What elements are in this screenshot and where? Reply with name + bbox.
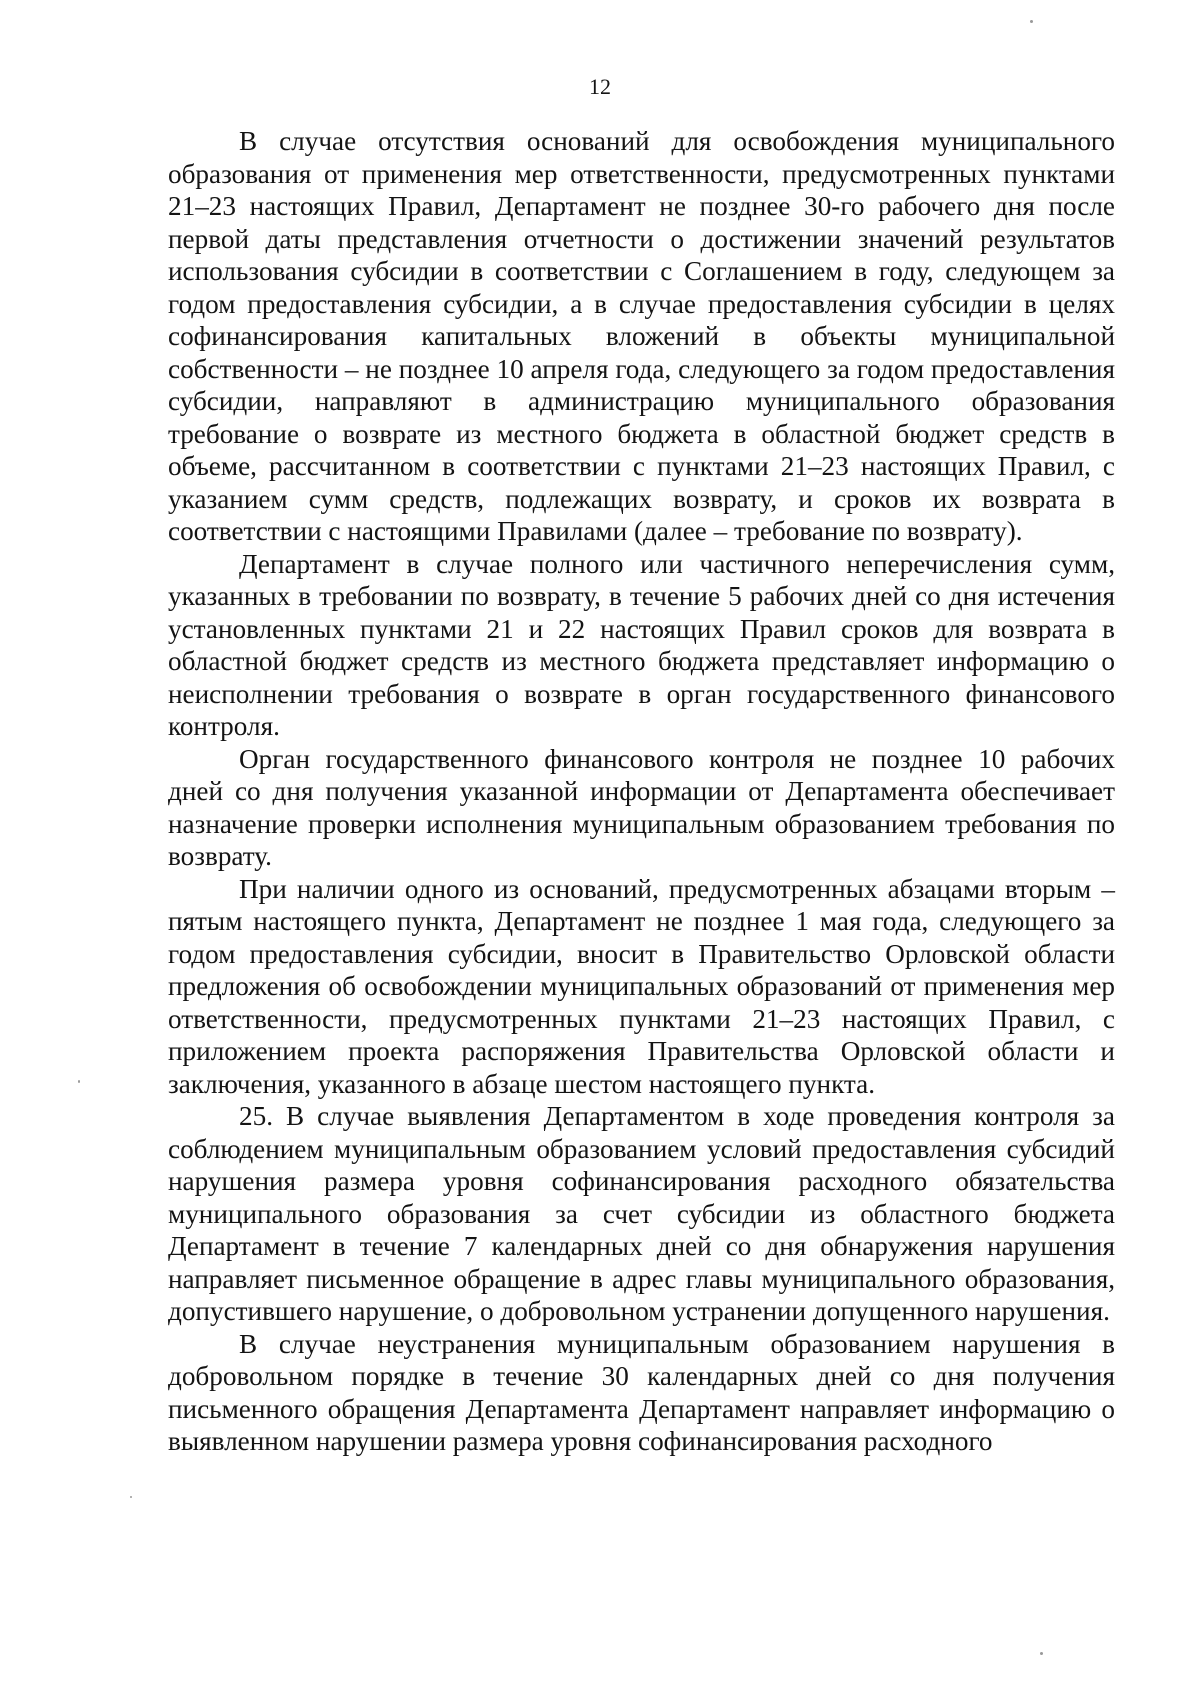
paragraph-exemption-proposal: При наличии одного из оснований, предусмотренных абзацами вторым – пятым настоящего пункта, Департамент не позднее 1 мая года, следующего за годом предоставления субсидии, вносит в Правительство Орловской области предложения об освобождении муниципальных образований от применения мер ответственности, предусмотренных пунктами 21–23 настоящих Правил, с приложением проекта распоряжения Правительства Орловской области и заключения, указанного в абзаце шестом настоящего пункта. bbox=[168, 873, 1115, 1099]
scan-speck bbox=[1030, 20, 1033, 23]
scan-speck bbox=[1040, 1652, 1043, 1655]
paragraph-financial-control-check: Орган государственного финансового контроля не позднее 10 рабочих дней со дня получения указанной информации от Департамента обеспечивает назначение проверки исполнения муниципальным образованием требования по возврату. bbox=[168, 743, 1115, 871]
paragraph-non-transfer-notice: Департамент в случае полного или частичного неперечисления сумм, указанных в требовании по возврату, в течение 5 рабочих дней со дня истечения установленных пунктами 21 и 22 настоящих Правил сроков для возврата в областной бюджет средств из местного бюджета представляет информацию о неисполнении требования о возврате в орган государственного финансового контроля. bbox=[168, 548, 1115, 741]
document-body bbox=[168, 125, 1115, 1458]
scan-speck bbox=[130, 1496, 132, 1498]
paragraph-refund-requirement: В случае отсутствия оснований для освобождения муниципального образования от применения мер ответственности, предусмотренных пунктами 21–23 настоящих Правил, Департамент не позднее 30-го рабочего дня после первой даты представления отчетности о достижении значений результатов использования субсидии в соответствии с Соглашением в году, следующем за годом предоставления субсидии, а в случае предоставления субсидии в целях софинансирования капитальных вложений в объекты муниципальной собственности – не позднее 10 апреля года, следующего за годом предоставления субсидии, направляют в администрацию муниципального образования требование о возврате из местного бюджета в областной бюджет средств в объеме, рассчитанном в соответствии с пунктами 21–23 настоящих Правил, с указанием сумм средств, подлежащих возврату, и сроков их возврата в соответствии с настоящими Правилами (далее – требование по возврату). bbox=[168, 126, 1115, 546]
page-number: 12 bbox=[589, 74, 611, 99]
scan-speck bbox=[78, 1080, 80, 1083]
paragraph-item-25: 25. В случае выявления Департаментом в ходе проведения контроля за соблюдением муниципальным образованием условий предоставления субсидий нарушения размера уровня софинансирования расходного обязательства муниципального образования за счет субсидии из областного бюджета Департамент в течение 7 календарных дней со дня обнаружения нарушения направляет письменное обращение в адрес главы муниципального образования, допустившего нарушение, о добровольном устранении допущенного нарушения. bbox=[168, 1101, 1115, 1326]
paragraph-non-elimination: В случае неустранения муниципальным образованием нарушения в добровольном порядке в течение 30 календарных дней со дня получения письменного обращения Департамента Департамент направляет информацию о выявленном нарушении размера уровня софинансирования расходного bbox=[168, 1328, 1115, 1456]
